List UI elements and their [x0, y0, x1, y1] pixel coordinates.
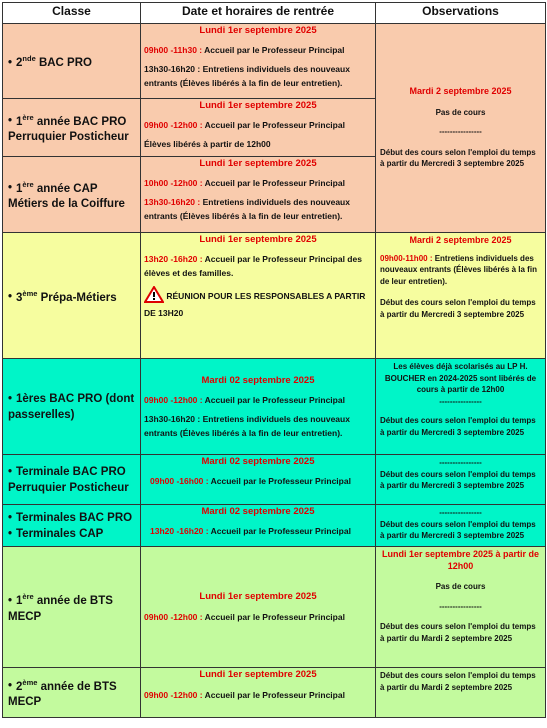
obs-3eme-prepa: Mardi 2 septembre 2025 09h00-11h00 : Entretiens individuels des nouveaux entrants (Élèves libérés à la fin de leur entretien). Début des cours selon l'emploi du temps à partir du Mercredi 3 septembre 2025	[376, 233, 546, 359]
obs-2eme-bts: Début des cours selon l'emploi du temps à partir du Mardi 2 septembre 2025	[376, 668, 546, 718]
table-row	[3, 24, 546, 99]
date-1ere-bts: Lundi 1er septembre 2025 09h00 -12h00 : Accueil par le Professeur Principal	[141, 547, 376, 668]
class-terminale-perruquier: • Terminale BAC PRO Perruquier Posticheur	[3, 455, 141, 505]
obs-group-1: Mardi 2 septembre 2025 Pas de cours ---------------- Début des cours selon l'emploi du temps à partir du Mercredi 3 septembre 2025	[376, 24, 546, 233]
class-1ere-cap: • 1ère année CAP Métiers de la Coiffure	[3, 157, 141, 233]
table-row	[3, 505, 546, 547]
date-3eme-prepa: Lundi 1er septembre 2025 13h20 -16h20 : Accueil par le Professeur Principal des élèves et des familles. RÉUNION POUR LES RESPONSABLES A PARTIR DE 13H20	[141, 233, 376, 359]
date-2eme-bts: Lundi 1er septembre 2025 09h00 -12h00 : Accueil par le Professeur Principal	[141, 668, 376, 718]
class-1ere-bts: • 1ère année de BTS MECP	[3, 547, 141, 668]
header-date: Date et horaires de rentrée	[141, 3, 376, 24]
obs-1ere-bts: Lundi 1er septembre 2025 à partir de 12h00 Pas de cours ---------------- Début des cours selon l'emploi du temps à partir du Mardi 2 septembre 2025	[376, 547, 546, 668]
schedule-table	[2, 2, 546, 718]
date-1ere-cap: Lundi 1er septembre 2025 10h00 -12h00 : Accueil par le Professeur Principal 13h30-16h20 : Entretiens individuels des nouveaux entrants (Élèves libérés à la fin de leur entretien).	[141, 157, 376, 233]
date-1ere-perruquier: Lundi 1er septembre 2025 09h00 -12h00 : Accueil par le Professeur Principal Élèves libérés à partir de 12h00	[141, 99, 376, 157]
warning-icon	[144, 286, 164, 307]
header-observations: Observations	[376, 3, 546, 24]
class-3eme-prepa: • 3ème Prépa-Métiers	[3, 233, 141, 359]
class-2nde-bac-pro: • 2nde BAC PRO	[3, 24, 141, 99]
obs-terminale-perruquier: ---------------- Début des cours selon l'emploi du temps à partir du Mercredi 3 septembre 2025	[376, 455, 546, 505]
table-row	[3, 668, 546, 718]
table-row	[3, 455, 546, 505]
header-classe: Classe	[3, 3, 141, 24]
obs-1eres-bac-pro: Les élèves déjà scolarisés au LP H. BOUCHER en 2024-2025 sont libérés de cours à partir de 12h00 ---------------- Début des cours selon l'emploi du temps à partir du Mercredi 3 septembre 2025	[376, 359, 546, 455]
date-2nde-bac-pro: Lundi 1er septembre 2025 09h00 -11h30 : Accueil par le Professeur Principal 13h30-16h20 : Entretiens individuels des nouveaux entrants (Élèves libérés à la fin de leur entretien).	[141, 24, 376, 99]
date-terminale-perruquier: Mardi 02 septembre 2025 09h00 -16h00 : Accueil par le Professeur Principal	[141, 455, 376, 505]
table-row	[3, 359, 546, 455]
class-1ere-perruquier: • 1ère année BAC PRO Perruquier Posticheur	[3, 99, 141, 157]
table-row	[3, 233, 546, 359]
class-1eres-bac-pro: • 1ères BAC PRO (dont passerelles)	[3, 359, 141, 455]
header-row	[3, 3, 546, 24]
date-terminales: Mardi 02 septembre 2025 13h20 -16h20 : Accueil par le Professeur Principal	[141, 505, 376, 547]
class-terminales: • Terminales BAC PRO • Terminales CAP	[3, 505, 141, 547]
table-row	[3, 547, 546, 668]
date-1eres-bac-pro: Mardi 02 septembre 2025 09h00 -12h00 : Accueil par le Professeur Principal 13h30-16h20 : Entretiens individuels des nouveaux entrants (Élèves libérés à la fin de leur entretien).	[141, 359, 376, 455]
class-2eme-bts: • 2ème année de BTS MECP	[3, 668, 141, 718]
obs-terminales: ---------------- Début des cours selon l'emploi du temps à partir du Mercredi 3 septembre 2025	[376, 505, 546, 547]
